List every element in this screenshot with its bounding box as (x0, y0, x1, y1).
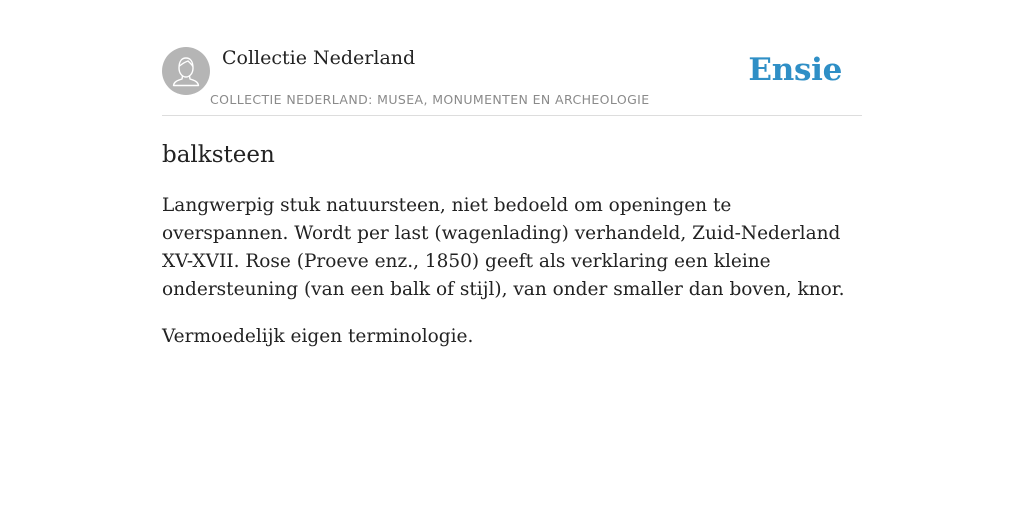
ensie-logo[interactable]: Ensie (748, 52, 842, 88)
entry-definition: Langwerpig stuk natuursteen, niet bedoeld om openingen te overspannen. Wordt per last (wagenlading) verhandeld, Zuid-Nederland XV-XVII. Rose (Proeve enz., 1850) geeft als verklaring een kleine ondersteuning (van een balk of stijl), van onder smaller dan boven, knor. (162, 195, 845, 300)
entry-term: balksteen (162, 142, 275, 168)
entry-card (162, 0, 862, 347)
avatar[interactable] (162, 47, 210, 95)
collection-name[interactable]: COLLECTIE NEDERLAND: MUSEA, MONUMENTEN EN ARCHEOLOGIE (210, 92, 650, 107)
entry-header (162, 0, 862, 116)
author-name[interactable]: Collectie Nederland (222, 47, 416, 69)
user-silhouette-icon (162, 47, 210, 95)
entry-note: Vermoedelijk eigen terminologie. (162, 326, 474, 347)
